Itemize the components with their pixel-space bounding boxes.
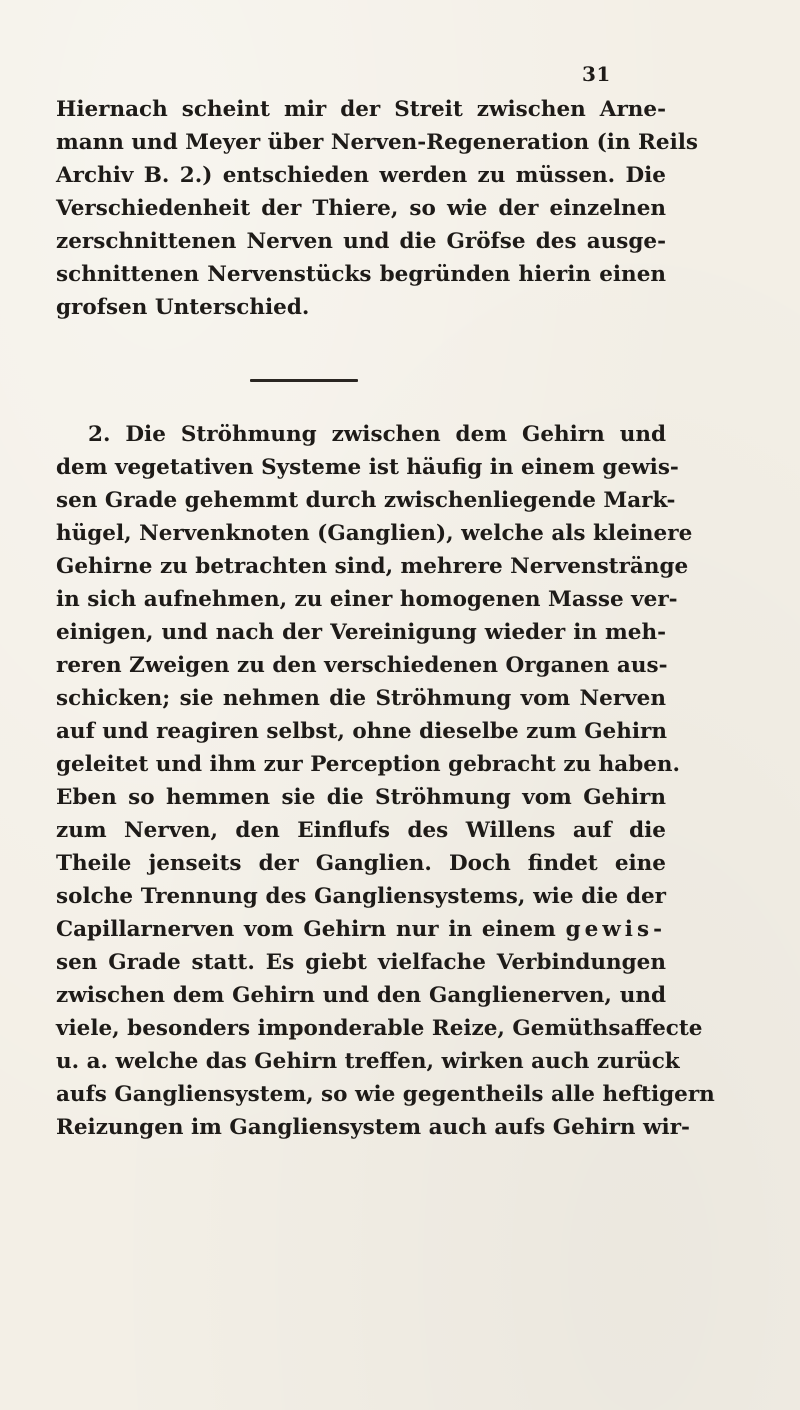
- paragraph-2-line: einigen, und nach der Vereinigung wieder in meh-: [56, 620, 666, 645]
- paragraph-1-line: Archiv B. 2.) entschieden werden zu müssen. Die: [56, 163, 666, 188]
- page-number: 31: [582, 62, 611, 86]
- paragraph-1-line: mann und Meyer über Nerven-Regeneration (in Reils: [56, 130, 699, 155]
- paragraph-2-line: sen Grade gehemmt durch zwischenliegende Mark-: [56, 488, 676, 513]
- paragraph-2-line: geleitet und ihm zur Perception gebracht zu haben.: [56, 752, 681, 777]
- paragraph-2-line: Gehirne zu betrachten sind, mehrere Nervenstränge: [56, 554, 689, 579]
- paragraph-2-line: schicken; sie nehmen die Ströhmung vom Nerven: [56, 686, 666, 711]
- paragraph-2-line: hügel, Nervenknoten (Ganglien), welche als kleinere: [56, 521, 693, 546]
- paragraph-1-line: Verschiedenheit der Thiere, so wie der einzelnen: [56, 196, 666, 221]
- spaced-emphasis-word: gewis-: [565, 917, 666, 942]
- paragraph-2-line: viele, besonders imponderable Reize, Gemüthsaffecte: [56, 1016, 703, 1041]
- paragraph-2-line: sen Grade statt. Es giebt vielfache Verbindungen: [56, 950, 666, 975]
- paragraph-2-line: reren Zweigen zu den verschiedenen Organen aus-: [56, 653, 668, 678]
- paragraph-1: [56, 93, 699, 324]
- paragraph-2-line: Reizungen im Gangliensystem auch aufs Gehirn wir-: [56, 1115, 690, 1140]
- paragraph-1-line: zerschnittenen Nerven und die Gröfse des ausge-: [56, 229, 666, 254]
- paragraph-1-line: Hiernach scheint mir der Streit zwischen Arne-: [56, 97, 666, 122]
- paragraph-2-line: zum Nerven, den Einflufs des Willens auf die: [56, 818, 666, 843]
- paragraph-2-line-with-spaced-word: [56, 913, 666, 946]
- paragraph-2-line: Theile jenseits der Ganglien. Doch findet eine: [56, 851, 666, 876]
- paragraph-2: [56, 418, 715, 1144]
- paragraph-2-line-text: Capillarnerven vom Gehirn nur in einem: [56, 917, 556, 942]
- paragraph-1-line: grofsen Unterschied.: [56, 295, 310, 320]
- paragraph-2-line: solche Trennung des Gangliensystems, wie die der: [56, 884, 666, 909]
- paragraph-2-line: Eben so hemmen sie die Ströhmung vom Gehirn: [56, 785, 666, 810]
- paragraph-2-line: dem vegetativen Systeme ist häufig in einem gewis-: [56, 455, 679, 480]
- paragraph-2-line: u. a. welche das Gehirn treffen, wirken auch zurück: [56, 1049, 680, 1074]
- paragraph-2-line: zwischen dem Gehirn und den Ganglienerven, und: [56, 983, 666, 1008]
- paragraph-2-line: in sich aufnehmen, zu einer homogenen Masse ver-: [56, 587, 678, 612]
- paragraph-1-line: schnittenen Nervenstücks begründen hierin einen: [56, 262, 666, 287]
- paragraph-2-line: aufs Gangliensystem, so wie gegentheils alle heftigern: [56, 1082, 715, 1107]
- paragraph-2-line: auf und reagiren selbst, ohne dieselbe zum Gehirn: [56, 719, 667, 744]
- section-separator-rule: [250, 379, 358, 382]
- paragraph-2-line: 2. Die Ströhmung zwischen dem Gehirn und: [88, 422, 666, 447]
